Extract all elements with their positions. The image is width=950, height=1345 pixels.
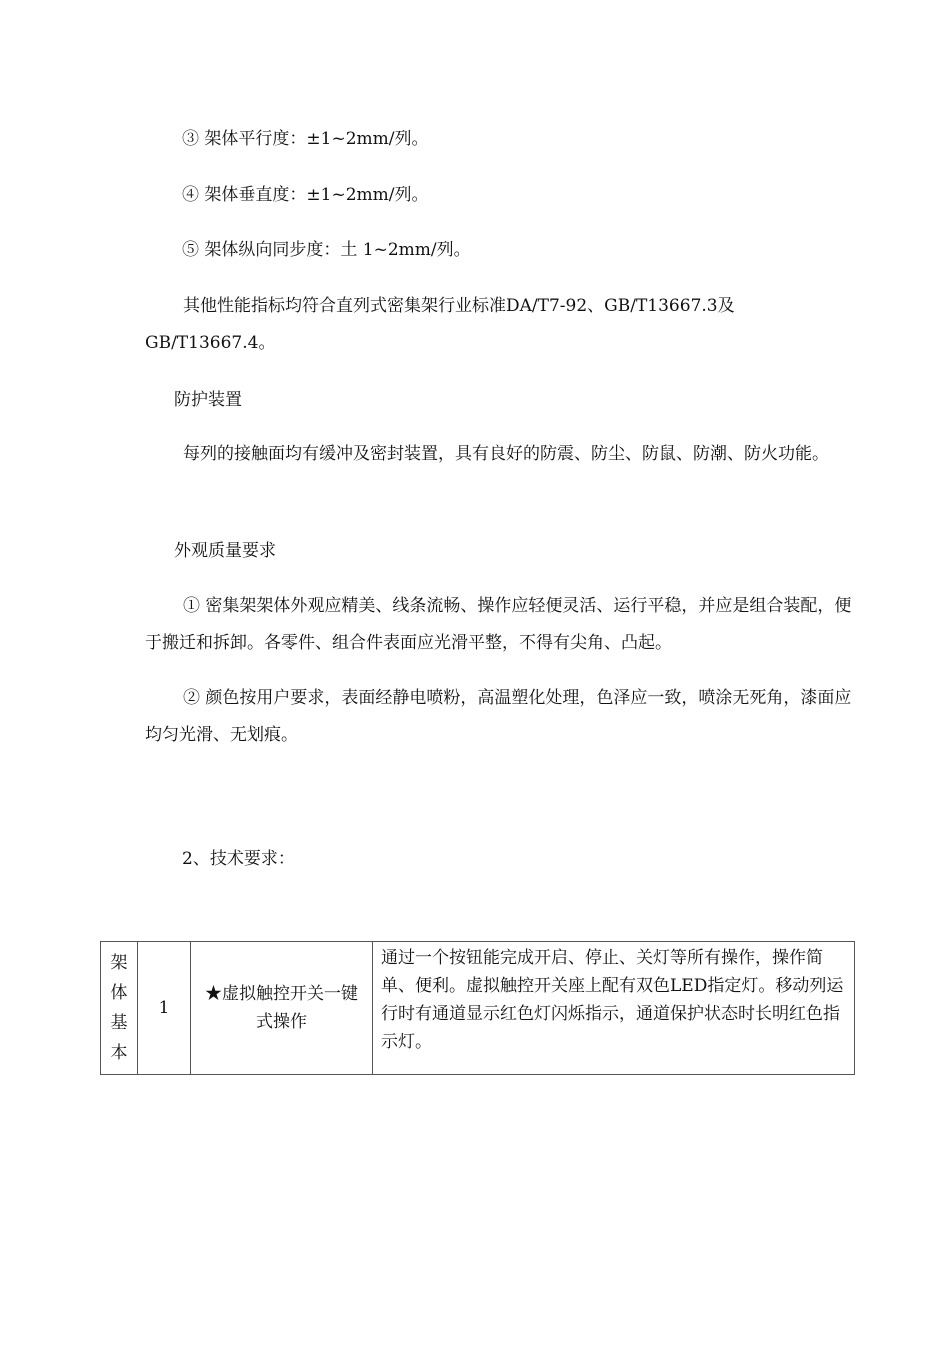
spec-line-parallelism: ③ 架体平行度：±1~2mm/列。 [182, 129, 429, 149]
tech-requirements-table [100, 941, 855, 1075]
standards-paragraph: 其他性能指标均符合直列式密集架行业标准DA/T7-92、GB/T13667.3及GB/T13667.4。 [145, 296, 735, 353]
category-char: 架 [110, 953, 128, 973]
spec-line-verticality: ④ 架体垂直度：±1~2mm/列。 [182, 185, 429, 205]
description-cell: 通过一个按钮能完成开启、停止、关灯等所有操作，操作简单、便利。虚拟触控开关座上配有双色LED指定灯。移动列运行时有通道显示红色灯闪烁指示，通道保护状态时长明红色指示灯。 [373, 942, 855, 1075]
category-char: 基 [110, 1013, 128, 1033]
category-char: 体 [110, 983, 128, 1003]
section-title: 2、技术要求： [182, 849, 295, 869]
appearance-heading: 外观质量要求 [174, 541, 276, 561]
protection-paragraph: 每列的接触面均有缓冲及密封装置，具有良好的防震、防尘、防鼠、防潮、防火功能。 [183, 444, 829, 464]
table-row [101, 942, 855, 1075]
row-number-cell: 1 [138, 942, 191, 1075]
item-name-cell: ★虚拟触控开关一键式操作 [191, 942, 373, 1075]
appearance-item-1: ① 密集架架体外观应精美、线条流畅、操作应轻便灵活、运行平稳，并应是组合装配，便于搬迁和拆卸。各零件、组合件表面应光滑平整，不得有尖角、凸起。 [145, 596, 852, 653]
category-cell [101, 942, 138, 1075]
spec-line-synchronization: ⑤ 架体纵向同步度：土 1~2mm/列。 [182, 240, 471, 260]
protection-heading: 防护装置 [174, 390, 242, 410]
appearance-item-2: ② 颜色按用户要求，表面经静电喷粉，高温塑化处理，色泽应一致，喷涂无死角，漆面应均匀光滑、无划痕。 [145, 688, 852, 745]
category-char: 本 [110, 1043, 128, 1063]
